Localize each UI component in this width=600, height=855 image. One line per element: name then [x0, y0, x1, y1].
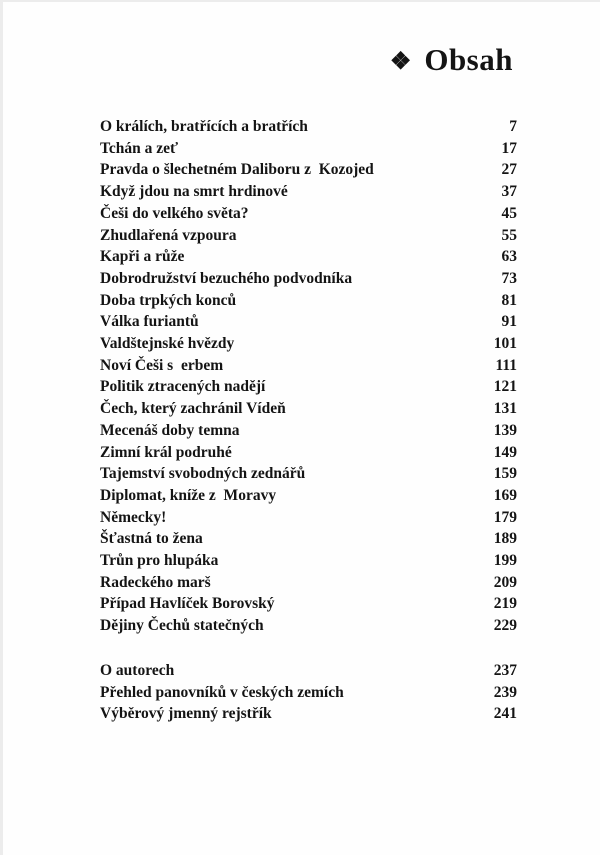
- toc-entry-title: Výběrový jmenný rejstřík: [100, 705, 272, 723]
- toc-entry-title: Tajemství svobodných zednářů: [100, 465, 306, 483]
- toc-entry-page-number: 63: [501, 248, 517, 266]
- toc-entry-title: Zimní král podruhé: [100, 443, 232, 461]
- toc-entry: [100, 225, 517, 247]
- toc-entry-page-number: 241: [493, 705, 517, 723]
- toc-entry-page-number: 159: [493, 465, 517, 483]
- toc-entry: [100, 268, 517, 290]
- toc-entry-page-number: 37: [501, 183, 517, 201]
- toc-entry-page-number: 111: [495, 356, 517, 374]
- toc-entry: [100, 528, 517, 550]
- toc-entry-title: Radeckého marš: [100, 573, 211, 591]
- toc-entry-page-number: 17: [501, 139, 517, 157]
- toc-entry: [100, 203, 517, 225]
- toc-entry-page-number: 73: [501, 269, 517, 287]
- toc-entry-title: Tchán a zeť: [100, 139, 179, 157]
- page-title: [390, 44, 513, 75]
- toc-entry: [100, 138, 517, 160]
- toc-entry: [100, 398, 517, 420]
- toc-entry-title: Doba trpkých konců: [100, 291, 237, 309]
- toc-entry-page-number: 229: [493, 617, 517, 635]
- toc-entry-page-number: 169: [493, 486, 517, 504]
- toc-entry-page-number: 121: [493, 378, 517, 396]
- toc-entry-title: Diplomat, kníže z Moravy: [100, 486, 277, 504]
- toc-entry-title: Případ Havlíček Borovský: [100, 595, 275, 613]
- toc-entry-title: O autorech: [100, 661, 175, 679]
- toc-entry-title: Češi do velkého světa?: [100, 204, 249, 222]
- toc-entry-title: Německy!: [100, 508, 167, 526]
- toc-entry-page-number: 139: [493, 421, 517, 439]
- toc-entry-title: Šťastná to žena: [100, 530, 203, 548]
- toc-entry: [100, 550, 517, 572]
- toc-entry-title: Válka furiantů: [100, 313, 199, 331]
- toc-entry: [100, 355, 517, 377]
- toc-entry-page-number: 27: [501, 161, 517, 179]
- toc-entry: [100, 615, 517, 637]
- toc-entry-title: Valdštejnské hvězdy: [100, 335, 235, 353]
- table-of-contents: [100, 116, 517, 725]
- toc-entry-page-number: 131: [493, 400, 517, 418]
- toc-entry-title: O králích, bratřících a bratřích: [100, 118, 308, 135]
- toc-entry: [100, 703, 517, 725]
- toc-entry-title: Mecenáš doby temna: [100, 421, 240, 439]
- toc-backmatter-list: [100, 660, 517, 725]
- toc-entry-page-number: 219: [493, 595, 517, 613]
- toc-chapter-list: [100, 116, 517, 637]
- toc-entry-page-number: 239: [493, 683, 517, 701]
- toc-entry-title: Dějiny Čechů statečných: [100, 617, 264, 635]
- toc-entry-page-number: 199: [493, 552, 517, 570]
- diamond-ornament-icon: ❖: [389, 48, 412, 75]
- toc-entry-title: Politik ztracených nadějí: [100, 378, 266, 396]
- toc-entry: [100, 572, 517, 594]
- toc-entry: [100, 246, 517, 268]
- toc-entry: [100, 420, 517, 442]
- toc-entry-page-number: 55: [501, 226, 517, 244]
- toc-entry: [100, 290, 517, 312]
- toc-entry: [100, 485, 517, 507]
- toc-entry-title: Čech, který zachránil Vídeň: [100, 400, 286, 418]
- toc-entry-page-number: 81: [501, 291, 517, 309]
- toc-entry: [100, 660, 517, 682]
- toc-entry-page-number: 91: [501, 313, 517, 331]
- toc-entry: [100, 333, 517, 355]
- toc-entry-page-number: 45: [501, 204, 517, 222]
- toc-entry: [100, 159, 517, 181]
- toc-entry-title: Zhudlařená vzpoura: [100, 226, 237, 244]
- toc-entry-page-number: 237: [493, 661, 517, 679]
- toc-entry: [100, 682, 517, 704]
- page-title-text: Obsah: [424, 42, 513, 77]
- toc-entry: [100, 463, 517, 485]
- toc-entry-page-number: 149: [493, 443, 517, 461]
- toc-entry: [100, 593, 517, 615]
- toc-entry: [100, 507, 517, 529]
- toc-entry-title: Trůn pro hlupáka: [100, 552, 219, 570]
- toc-entry: [100, 311, 517, 333]
- toc-entry-page-number: 7: [509, 118, 517, 135]
- toc-entry-page-number: 209: [493, 573, 517, 591]
- toc-entry: [100, 376, 517, 398]
- toc-entry-title: Pravda o šlechetném Daliboru z Kozojed: [100, 161, 374, 179]
- toc-entry-title: Přehled panovníků v českých zemích: [100, 683, 344, 701]
- toc-entry: [100, 116, 517, 138]
- toc-entry-page-number: 189: [493, 530, 517, 548]
- toc-entry-page-number: 179: [493, 508, 517, 526]
- toc-entry-title: Dobrodružství bezuchého podvodníka: [100, 269, 353, 287]
- toc-entry-page-number: 101: [493, 335, 517, 353]
- toc-entry-title: Když jdou na smrt hrdinové: [100, 183, 288, 201]
- toc-entry-title: Kapři a růže: [100, 248, 185, 266]
- toc-entry: [100, 181, 517, 203]
- toc-entry: [100, 442, 517, 464]
- toc-entry-title: Noví Češi s erbem: [100, 356, 224, 374]
